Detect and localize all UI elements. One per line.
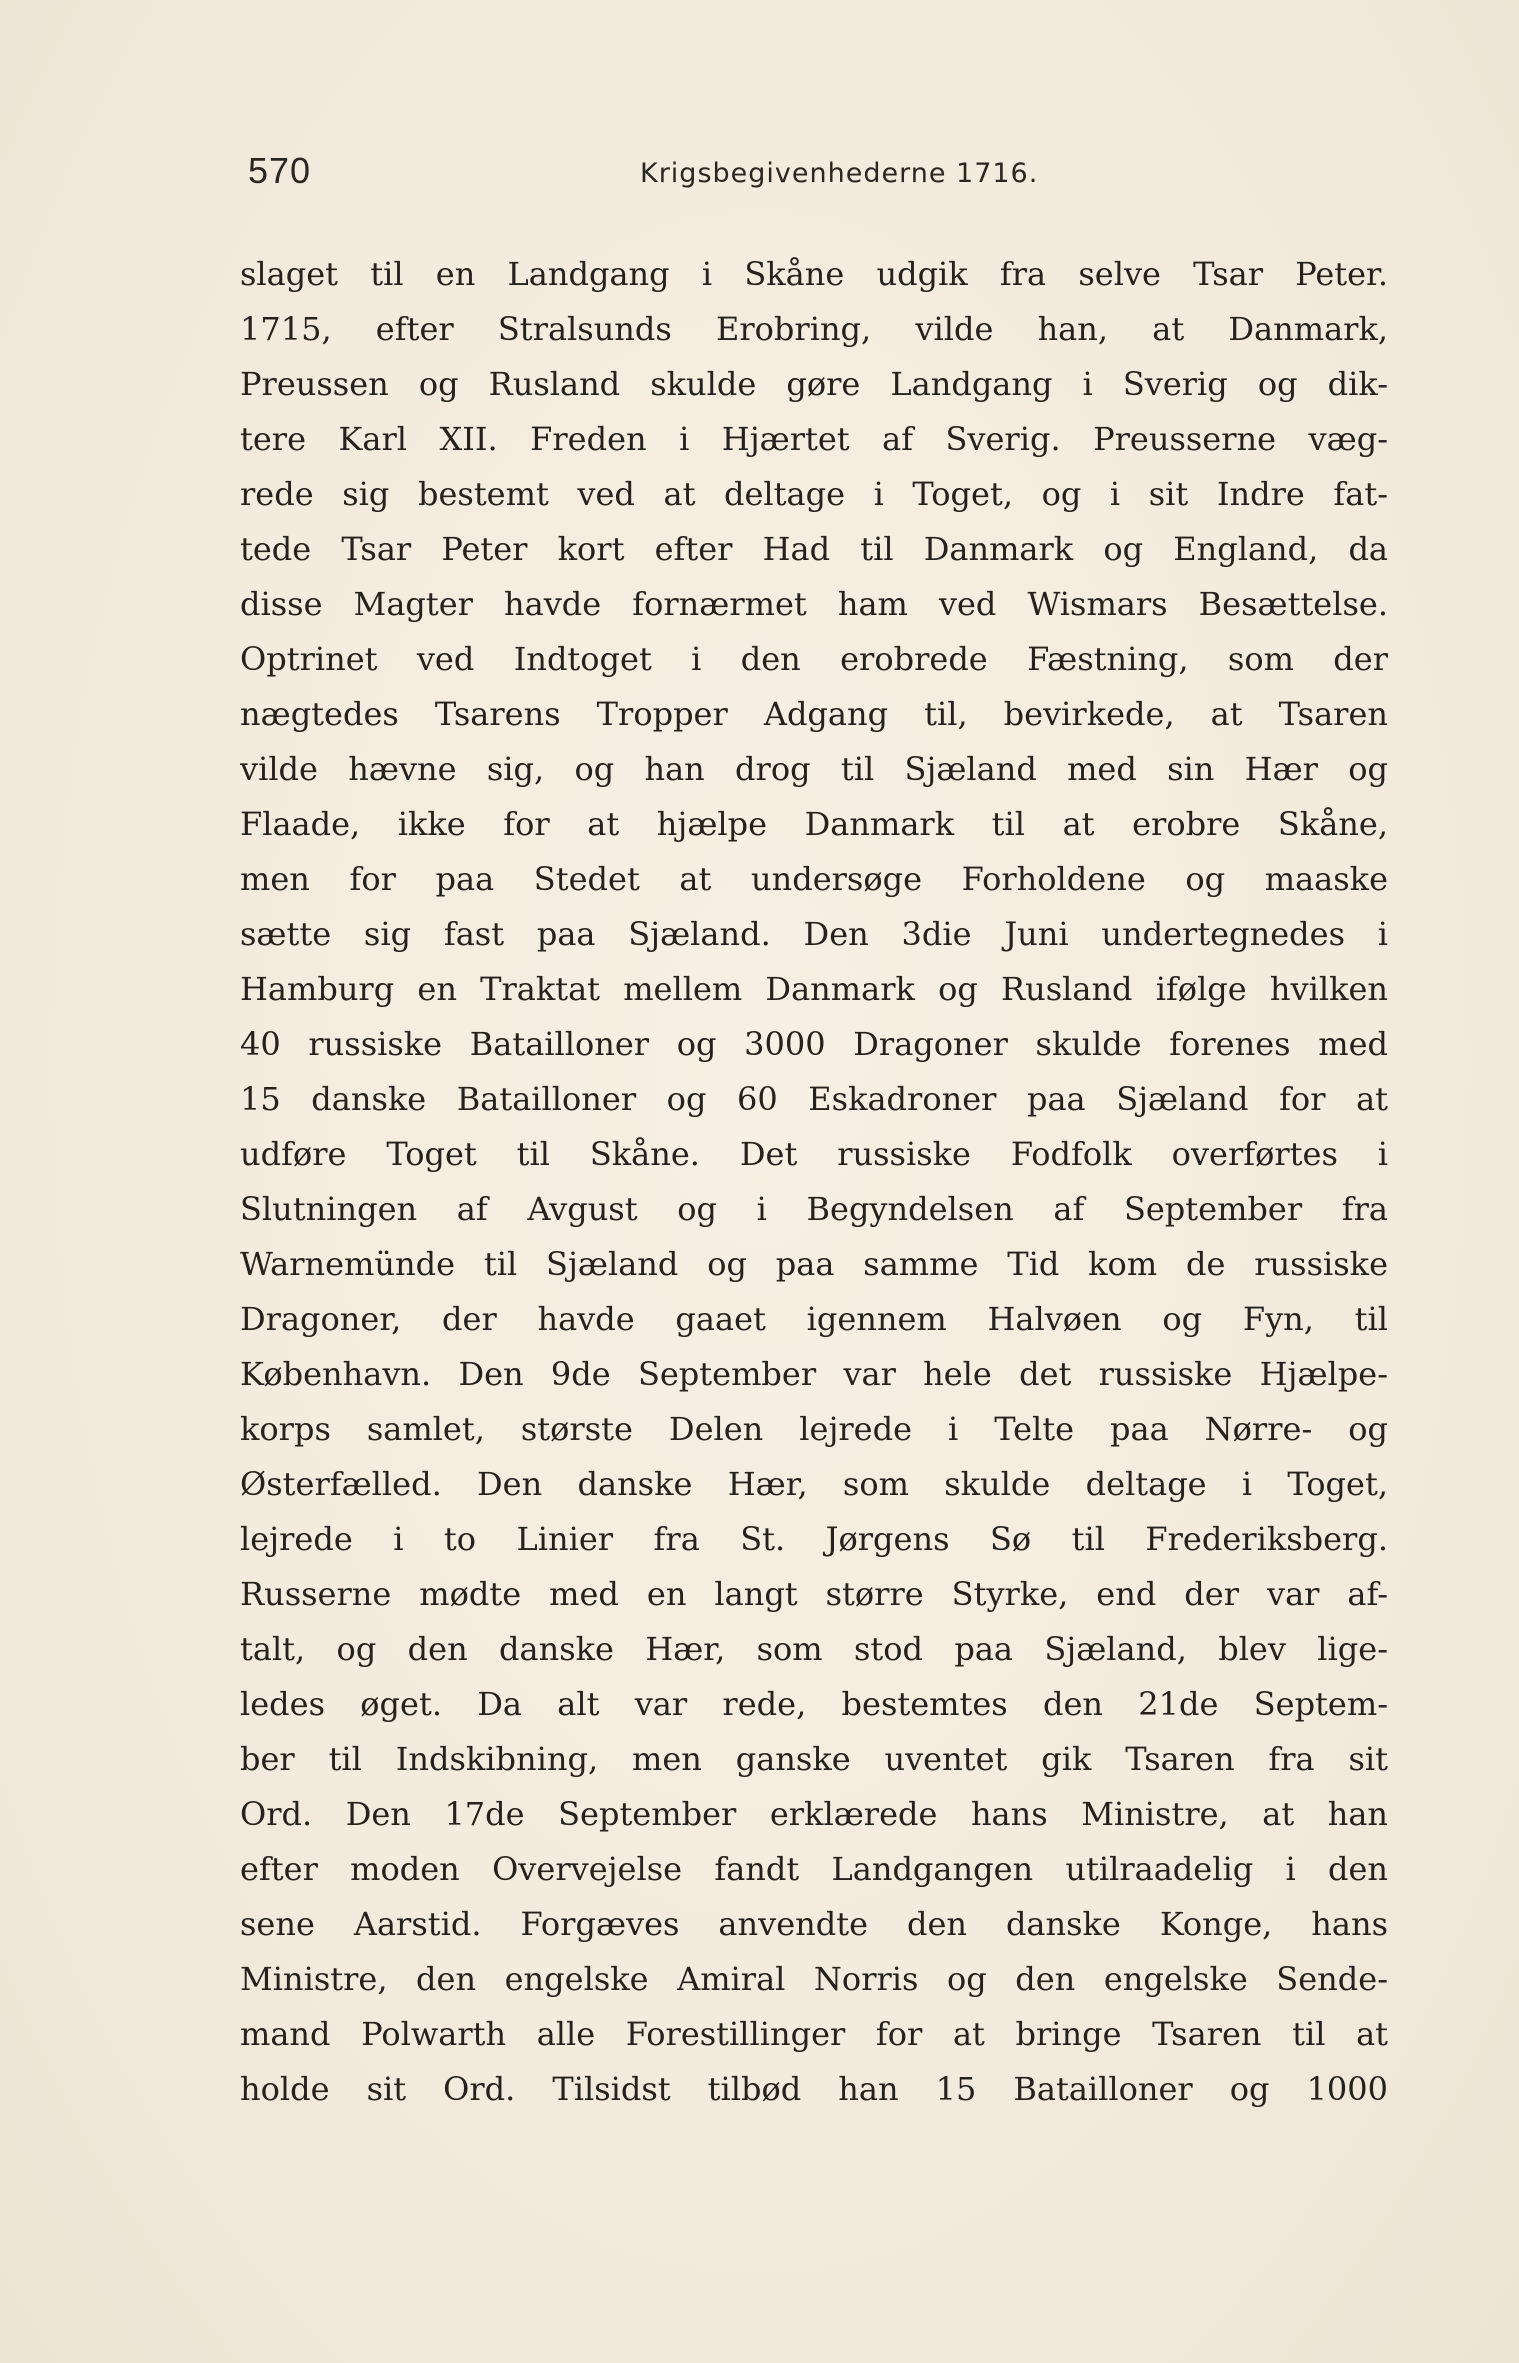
text-line: Optrinet ved Indtoget i den erobrede Fæstning, som der [240,640,1388,678]
text-line: Hamburg en Traktat mellem Danmark og Rusland ifølge hvilken [240,970,1388,1008]
text-line: talt, og den danske Hær, som stod paa Sjæland, blev lige- [240,1630,1388,1668]
page-number: 570 [248,150,312,191]
text-line: Ord. Den 17de September erklærede hans Ministre, at han [240,1795,1388,1833]
text-line: Ministre, den engelske Amiral Norris og den engelske Sende- [240,1960,1388,1998]
text-line: rede sig bestemt ved at deltage i Toget, og i sit Indre fat- [240,475,1388,513]
text-line: ledes øget. Da alt var rede, bestemtes den 21de Septem- [240,1685,1388,1723]
text-line: Østerfælled. Den danske Hær, som skulde deltage i Toget, [240,1465,1388,1503]
text-line: holde sit Ord. Tilsidst tilbød han 15 Batailloner og 1000 [240,2070,1388,2108]
running-title: Krigsbegivenhederne 1716. [640,158,1039,189]
text-line: Preussen og Rusland skulde gøre Landgang i Sverig og dik- [240,365,1388,403]
body-text [240,247,1388,2117]
text-line: udføre Toget til Skåne. Det russiske Fodfolk overførtes i [240,1135,1388,1173]
text-line: nægtedes Tsarens Tropper Adgang til, bevirkede, at Tsaren [240,695,1388,733]
text-line: tere Karl XII. Freden i Hjærtet af Sverig. Preusserne væg- [240,420,1388,458]
text-line: ber til Indskibning, men ganske uventet gik Tsaren fra sit [240,1740,1388,1778]
text-line: slaget til en Landgang i Skåne udgik fra selve Tsar Peter. [240,255,1388,293]
text-line: sene Aarstid. Forgæves anvendte den danske Konge, hans [240,1905,1388,1943]
text-line: Warnemünde til Sjæland og paa samme Tid kom de russiske [240,1245,1388,1283]
text-line: Dragoner, der havde gaaet igennem Halvøen og Fyn, til [240,1300,1388,1338]
text-line: korps samlet, største Delen lejrede i Telte paa Nørre- og [240,1410,1388,1448]
text-line: sætte sig fast paa Sjæland. Den 3die Juni undertegnedes i [240,915,1388,953]
text-line: København. Den 9de September var hele det russiske Hjælpe- [240,1355,1388,1393]
text-line: Slutningen af Avgust og i Begyndelsen af September fra [240,1190,1388,1228]
text-line: 40 russiske Batailloner og 3000 Dragoner skulde forenes med [240,1025,1388,1063]
text-line: mand Polwarth alle Forestillinger for at bringe Tsaren til at [240,2015,1388,2053]
text-line: efter moden Overvejelse fandt Landgangen utilraadelig i den [240,1850,1388,1888]
text-line: men for paa Stedet at undersøge Forholdene og maaske [240,860,1388,898]
text-line: vilde hævne sig, og han drog til Sjæland med sin Hær og [240,750,1388,788]
text-line: Russerne mødte med en langt større Styrke, end der var af- [240,1575,1388,1613]
text-line: Flaade, ikke for at hjælpe Danmark til at erobre Skåne, [240,805,1388,843]
text-line: tede Tsar Peter kort efter Had til Danmark og England, da [240,530,1388,568]
text-line: disse Magter havde fornærmet ham ved Wismars Besættelse. [240,585,1388,623]
text-line: 1715, efter Stralsunds Erobring, vilde han, at Danmark, [240,310,1388,348]
text-line: lejrede i to Linier fra St. Jørgens Sø til Frederiksberg. [240,1520,1388,1558]
text-line: 15 danske Batailloner og 60 Eskadroner paa Sjæland for at [240,1080,1388,1118]
page-header [248,150,1388,210]
